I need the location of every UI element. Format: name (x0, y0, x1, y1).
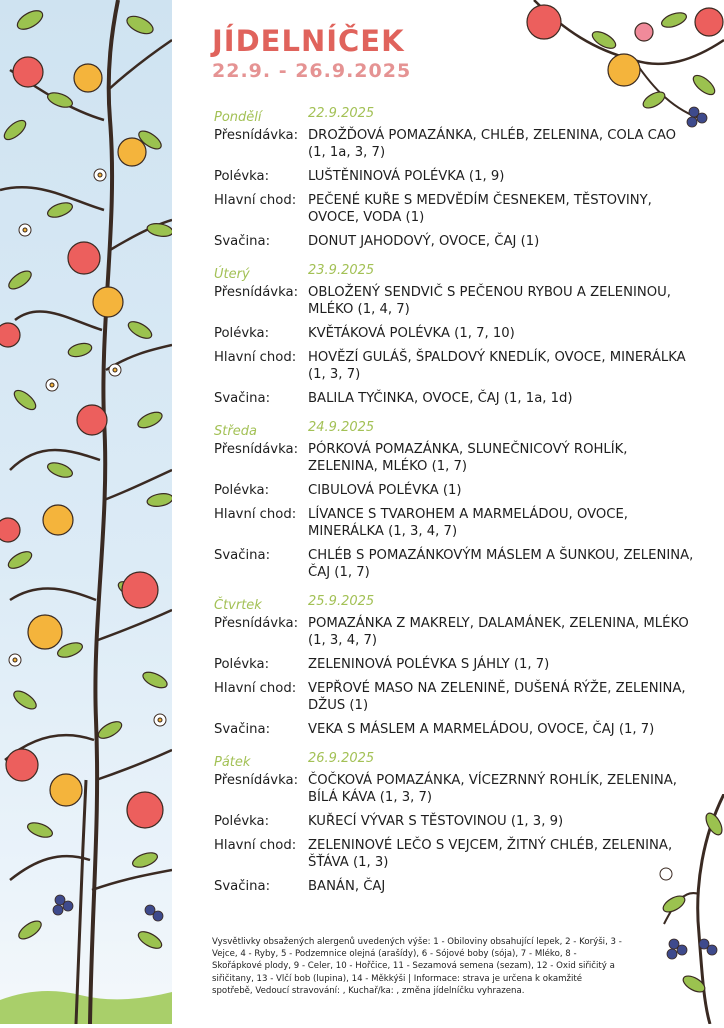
meal-label: Přesnídávka: (214, 128, 299, 143)
meal-row (214, 813, 694, 830)
meal-description: ZELENINOVÉ LEČO S VEJCEM, ŽITNÝ CHLÉB, ZELENINA, ŠŤÁVA (1, 3) (308, 838, 673, 870)
day-header (214, 106, 694, 127)
meal-row (214, 390, 694, 407)
day-name: Úterý (214, 267, 250, 282)
meal-row (214, 284, 694, 318)
meal-label: Svačina: (214, 879, 271, 894)
meal-row (214, 878, 694, 895)
meal-description: KUŘECÍ VÝVAR S TĚSTOVINOU (1, 3, 9) (308, 814, 564, 829)
meal-description: PÓRKOVÁ POMAZÁNKA, SLUNEČNICOVÝ ROHLÍK, ZELENINA, MLÉKO (1, 7) (308, 442, 628, 474)
day-section (214, 420, 694, 581)
meal-label: Hlavní chod: (214, 838, 297, 853)
meal-description: POMAZÁNKA Z MAKRELY, DALAMÁNEK, ZELENINA, MLÉKO (1, 3, 4, 7) (308, 616, 689, 648)
meal-description: DONUT JAHODOVÝ, OVOCE, ČAJ (1) (308, 234, 540, 249)
day-date: 25.9.2025 (308, 594, 375, 609)
day-date: 22.9.2025 (308, 106, 375, 121)
meal-description: VEKA S MÁSLEM A MARMELÁDOU, OVOCE, ČAJ (1, 7) (308, 722, 655, 737)
day-section (214, 106, 694, 250)
meal-label: Přesnídávka: (214, 773, 299, 788)
meal-label: Svačina: (214, 548, 271, 563)
meal-row (214, 192, 694, 226)
meal-label: Přesnídávka: (214, 285, 299, 300)
meal-description: CIBULOVÁ POLÉVKA (1) (308, 483, 462, 498)
meal-row (214, 615, 694, 649)
allergen-footnote: Vysvětlivky obsažených alergenů uvedených výše: 1 - Obiloviny obsahující lepek, 2 - Korýši, 3 - Vejce, 4 - Ryby, 5 - Podzemnice olejná (arašídy), 6 - Sójové boby (sója), 7 - Mléko, 8 - Skořápkové plody, 9 - Celer, 10 - Hořčice, 11 - Sezamová semena (sezam), 12 - Oxid siřičitý a siřičitany, 13 - Vlčí bob (lupina), 14 - Měkkýši | Informace: strava je určena k okamžité spotřebě, Vedoucí stravování: , Kuchař/ka: , změna jídelníčku vyhrazena. (212, 937, 622, 996)
meal-label: Hlavní chod: (214, 681, 297, 696)
meal-label: Polévka: (214, 657, 270, 672)
day-name: Pondělí (214, 110, 262, 125)
meal-description: HOVĚZÍ GULÁŠ, ŠPALDOVÝ KNEDLÍK, OVOCE, MINERÁLKA (1, 3, 7) (308, 350, 686, 382)
meal-description: BANÁN, ČAJ (308, 879, 386, 894)
meal-description: ČOČKOVÁ POMAZÁNKA, VÍCEZRNNÝ ROHLÍK, ZELENINA, BÍLÁ KÁVA (1, 3, 7) (308, 773, 677, 805)
meal-description: CHLÉB S POMAZÁNKOVÝM MÁSLEM A ŠUNKOU, ZELENINA, ČAJ (1, 7) (308, 548, 694, 580)
meal-row (214, 127, 694, 161)
meal-row (214, 506, 694, 540)
meal-label: Hlavní chod: (214, 507, 297, 522)
day-header (214, 263, 694, 284)
meal-label: Polévka: (214, 326, 270, 341)
meal-description: KVĚTÁKOVÁ POLÉVKA (1, 7, 10) (308, 326, 515, 341)
meal-row (214, 441, 694, 475)
meal-row (214, 482, 694, 499)
day-header (214, 420, 694, 441)
day-date: 26.9.2025 (308, 751, 375, 766)
meal-description: VEPŘOVÉ MASO NA ZELENINĚ, DUŠENÁ RÝŽE, ZELENINA, DŽUS (1) (308, 681, 686, 713)
meal-label: Přesnídávka: (214, 442, 299, 457)
day-header (214, 594, 694, 615)
meal-row (214, 233, 694, 250)
day-name: Pátek (214, 755, 251, 770)
day-name: Středa (214, 424, 257, 439)
meal-label: Přesnídávka: (214, 616, 299, 631)
meal-row (214, 721, 694, 738)
day-date: 24.9.2025 (308, 420, 375, 435)
day-date: 23.9.2025 (308, 263, 375, 278)
meal-description: OBLOŽENÝ SENDVIČ S PEČENOU RYBOU A ZELENINOU, MLÉKO (1, 4, 7) (308, 285, 671, 317)
meal-description: ZELENINOVÁ POLÉVKA S JÁHLY (1, 7) (308, 657, 550, 672)
weekly-menu (214, 106, 694, 908)
meal-row (214, 349, 694, 383)
menu-period: 22.9. - 26.9.2025 (212, 60, 412, 82)
meal-label: Polévka: (214, 169, 270, 184)
page-title: JÍDELNÍČEK (212, 24, 405, 58)
meal-label: Polévka: (214, 483, 270, 498)
meal-row (214, 325, 694, 342)
menu-header (212, 24, 411, 84)
meal-row (214, 772, 694, 806)
meal-description: BALILA TYČINKA, OVOCE, ČAJ (1, 1a, 1d) (308, 391, 573, 406)
meal-description: LUŠTĚNINOVÁ POLÉVKA (1, 9) (308, 169, 505, 184)
day-header (214, 751, 694, 772)
meal-label: Hlavní chod: (214, 350, 297, 365)
meal-description: LÍVANCE S TVAROHEM A MARMELÁDOU, OVOCE, MINERÁLKA (1, 3, 4, 7) (308, 507, 628, 539)
meal-label: Svačina: (214, 722, 271, 737)
meal-label: Polévka: (214, 814, 270, 829)
meal-row (214, 547, 694, 581)
apple-tree-illustration (0, 0, 172, 1024)
meal-label: Hlavní chod: (214, 193, 297, 208)
day-section (214, 751, 694, 895)
day-name: Čtvrtek (214, 598, 262, 613)
meal-label: Svačina: (214, 391, 271, 406)
meal-description: PEČENÉ KUŘE S MEDVĚDÍM ČESNEKEM, TĚSTOVINY, OVOCE, VODA (1) (308, 193, 652, 225)
meal-row (214, 656, 694, 673)
day-section (214, 594, 694, 738)
meal-row (214, 168, 694, 185)
meal-row (214, 680, 694, 714)
day-section (214, 263, 694, 407)
meal-label: Svačina: (214, 234, 271, 249)
meal-row (214, 837, 694, 871)
meal-description: DROŽĎOVÁ POMAZÁNKA, CHLÉB, ZELENINA, COLA CAO (1, 1a, 3, 7) (308, 128, 677, 160)
